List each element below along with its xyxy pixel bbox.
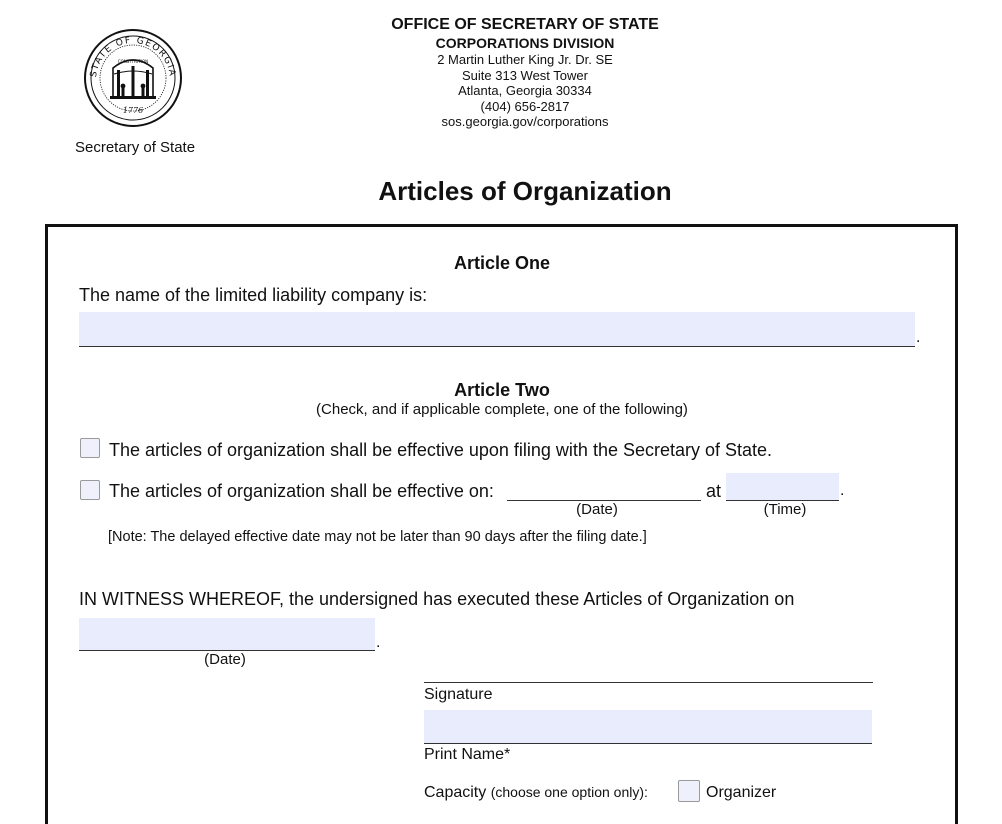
print-name-input[interactable]: [424, 710, 872, 744]
article-two-instruction: (Check, and if applicable complete, one of the following): [316, 401, 688, 418]
effective-on-date-checkbox[interactable]: [80, 480, 100, 500]
effective-date-input[interactable]: [507, 476, 701, 501]
witness-date-caption: (Date): [204, 651, 246, 668]
document-title: Articles of Organization: [378, 176, 672, 206]
address-line-2: Suite 313 West Tower: [462, 67, 588, 83]
division-name: CORPORATIONS DIVISION: [435, 35, 615, 51]
seal-caption: Secretary of State: [75, 139, 196, 156]
office-header: [325, 15, 725, 130]
signature-line[interactable]: [424, 682, 873, 683]
address-line-3: Atlanta, Georgia 30334: [458, 83, 592, 99]
phone-number: (404) 656-2817: [480, 98, 570, 114]
print-name-label: Print Name*: [424, 746, 511, 763]
article-one-heading: Article One: [453, 253, 551, 273]
period-mark: .: [840, 482, 845, 499]
capacity-label: Capacity: [424, 784, 487, 801]
date-caption: (Date): [576, 501, 618, 518]
organizer-checkbox[interactable]: [678, 780, 700, 802]
witness-statement: IN WITNESS WHEREOF, the undersigned has executed these Articles of Organization on: [79, 589, 795, 609]
time-caption: (Time): [763, 501, 807, 518]
effective-time-input[interactable]: [726, 473, 839, 501]
witness-date-input[interactable]: [79, 618, 375, 651]
period-mark: .: [376, 634, 381, 651]
svg-text:STATE OF GEORGIA: STATE OF GEORGIA: [89, 35, 178, 78]
svg-text:1776: 1776: [122, 106, 144, 115]
period-mark: .: [916, 329, 921, 346]
article-two-heading: Article Two: [454, 380, 550, 400]
website-url: sos.georgia.gov/corporations: [441, 114, 609, 130]
delayed-date-note: [Note: The delayed effective date may not be later than 90 days after the filing date.]: [108, 529, 647, 545]
capacity-row: [424, 784, 648, 802]
office-title: OFFICE OF SECRETARY OF STATE: [391, 16, 659, 33]
company-name-input[interactable]: [79, 312, 915, 347]
capacity-hint: (choose one option only):: [490, 784, 648, 800]
georgia-seal-logo: [80, 28, 186, 128]
signature-label: Signature: [424, 686, 493, 703]
company-name-prompt: The name of the limited liability company is:: [79, 285, 428, 305]
at-label: at: [706, 481, 722, 501]
organizer-label: Organizer: [706, 784, 777, 801]
effective-upon-filing-checkbox[interactable]: [80, 438, 100, 458]
address-line-1: 2 Martin Luther King Jr. Dr. SE: [437, 52, 613, 67]
effective-upon-filing-label: The articles of organization shall be effective upon filing with the Secretary of State.: [109, 440, 773, 460]
svg-text:CONSTITUTION: CONSTITUTION: [117, 59, 149, 64]
effective-on-date-label: The articles of organization shall be effective on:: [109, 481, 494, 501]
